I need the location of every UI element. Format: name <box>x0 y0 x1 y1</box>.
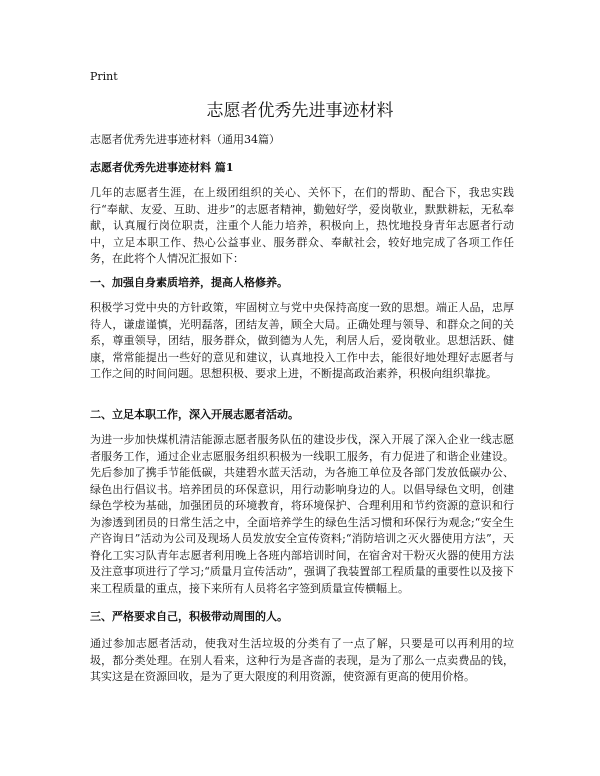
section-1-paragraph: 积极学习党中央的方针政策，牢固树立与党中央保持高度一致的思想。端正人品，忠厚待人，谦虚谨慎，光明磊落，团结友善，顾全大局。正确处理与领导、和群众之间的关系，尊重领导，团结，服务群众，做到德为人先，利居人后，爱岗敬业。思想活跃、健康，常常能提出一些好的意见和建议，认真地投入工作中去，能很好地处理好志愿者与工作之间的时间问题。思想积极、要求上进，不断提高政治素养，积极向组织靠拢。 <box>90 301 514 380</box>
page-title: 志愿者优秀先进事迹材料 <box>206 101 394 121</box>
section-heading-1: 一、加强自身素质培养，提高人格修养。 <box>90 276 288 289</box>
section-heading-3: 三、严格要求自己，积极带动周围的人。 <box>90 610 288 623</box>
chapter-heading: 志愿者优秀先进事迹材料 篇1 <box>90 161 234 174</box>
section-heading-2: 二、立足本职工作，深入开展志愿者活动。 <box>90 408 299 421</box>
section-3-paragraph: 通过参加志愿者活动，使我对生活垃圾的分类有了一点了解，只要是可以再利用的垃圾，都分类处理。在别人看来，这种行为是吝啬的表现，是为了那么一点卖费品的钱，其实这是在资源回收，是为了更大限度的利用资源，使资源有更高的使用价格。 <box>90 637 514 683</box>
document-subtitle: 志愿者优秀先进事迹材料（通用34篇） <box>90 133 280 146</box>
intro-paragraph: 几年的志愿者生涯，在上级团组织的关心、关怀下，在们的帮助、配合下，我忠实践行“奉献、友爱、互助、进步”的志愿者精神，勤勉好学，爱岗敬业，默默耕耘，无私奉献，认真履行岗位职责，注重个人能力培养，积极向上，热忱地投身青年志愿者行动中，立足本职工作、热心公益事业、服务群众、奉献社会，较好地完成了各项工作任务，在此将个人情况汇报如下： <box>90 186 514 265</box>
section-2-paragraph: 为进一步加快煤机清洁能源志愿者服务队伍的建设步伐，深入开展了深入企业一线志愿者服务工作，通过企业志愿服务组织积极为一线职工服务，有力促进了和谐企业建设。先后参加了携手节能低碳，共建碧水蓝天活动，为各施工单位及各部门发放低碳办公、绿色出行倡议书。培养团员的环保意识，用行动影响身边的人。以倡导绿色文明，创建绿色学校为基础，加强团员的环境教育，将环境保护、合理利用和节约资源的意识和行为渗透到团员的日常生活之中，全面培养学生的绿色生活习惯和环保行为观念;“安全生产咨询日”活动为公司及现场人员发放安全宣传资料;“消防培训之灭火器使用方法”，天脊化工实习队青年志愿者利用晚上各班内部培训时间，在宿舍对干粉灭火器的使用方法及注意事项进行了学习;“质量月宣传活动”，强调了我装置部工程质量的重要性以及接下来工程质量的重点，接下来所有人员将名字签到质量宣传横幅上。 <box>90 433 514 595</box>
print-label: Print <box>90 70 118 83</box>
